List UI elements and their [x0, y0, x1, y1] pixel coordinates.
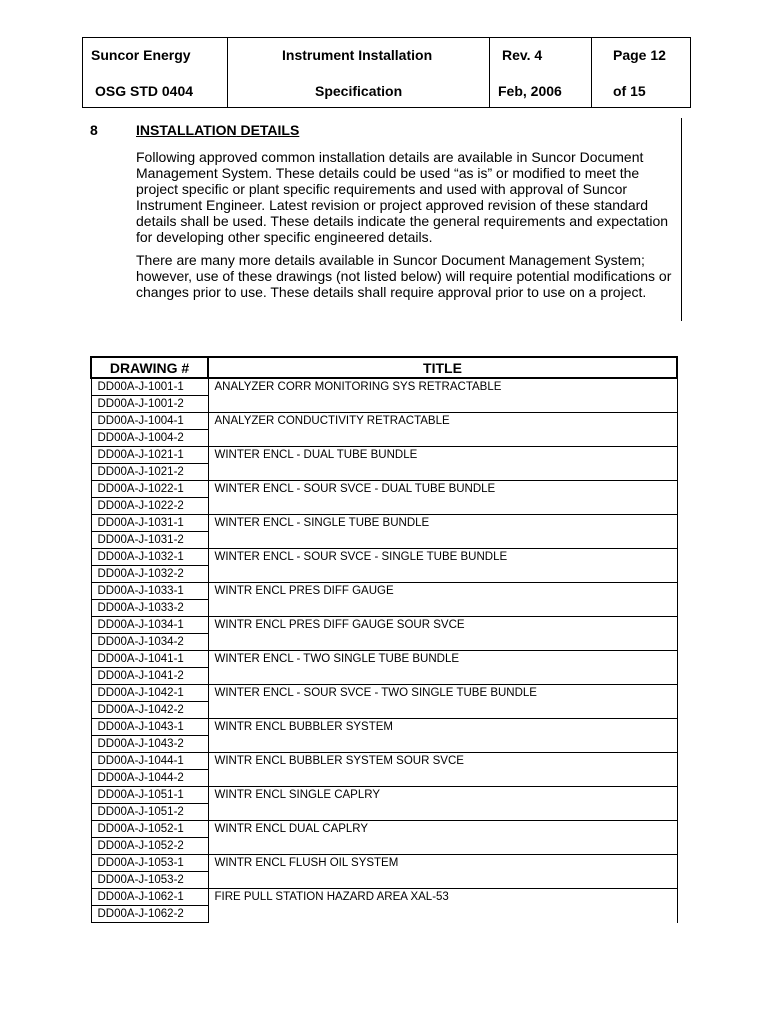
drawing-title-continued	[208, 498, 677, 515]
drawing-number: DD00A-J-1041-2	[91, 668, 208, 685]
table-row	[91, 396, 677, 413]
table-row	[91, 906, 677, 923]
table-row	[91, 600, 677, 617]
drawing-number: DD00A-J-1043-1	[91, 719, 208, 736]
page-number: Page 12	[613, 47, 666, 63]
table-row	[91, 736, 677, 753]
column-header-title: TITLE	[208, 357, 677, 378]
drawing-number: DD00A-J-1052-2	[91, 838, 208, 855]
drawing-number: DD00A-J-1021-2	[91, 464, 208, 481]
drawing-title-continued	[208, 872, 677, 889]
drawing-title: WINTER ENCL - TWO SINGLE TUBE BUNDLE	[208, 651, 677, 668]
table-row	[91, 872, 677, 889]
table-row	[91, 481, 677, 498]
section-number: 8	[90, 122, 98, 138]
document-title-line2: Specification	[315, 83, 403, 99]
table-row	[91, 753, 677, 770]
drawing-title-continued	[208, 532, 677, 549]
drawing-number: DD00A-J-1022-1	[91, 481, 208, 498]
drawing-title: WINTER ENCL - DUAL TUBE BUNDLE	[208, 447, 677, 464]
paragraph-2: There are many more details available in Suncor Document Management System; however, use of these drawings (not listed below) will require potential modifications or changes prior to use. These details shall require approval prior to use on a project.	[136, 252, 672, 301]
page-total: of 15	[613, 83, 646, 99]
table-row	[91, 804, 677, 821]
table-row	[91, 532, 677, 549]
drawing-title: WINTER ENCL - SOUR SVCE - DUAL TUBE BUNDLE	[208, 481, 677, 498]
drawing-number: DD00A-J-1041-1	[91, 651, 208, 668]
drawing-title: WINTR ENCL PRES DIFF GAUGE SOUR SVCE	[208, 617, 677, 634]
document-title-line1: Instrument Installation	[282, 47, 433, 63]
column-header-drawing: DRAWING #	[91, 357, 208, 378]
drawing-number: DD00A-J-1033-2	[91, 600, 208, 617]
drawing-title-continued	[208, 906, 677, 923]
section-title-part2: DETAILS	[240, 122, 300, 138]
drawing-title-continued	[208, 770, 677, 787]
drawings-table-body	[91, 378, 677, 923]
table-row	[91, 617, 677, 634]
drawings-table	[90, 356, 678, 923]
table-row	[91, 889, 677, 906]
drawing-number: DD00A-J-1032-2	[91, 566, 208, 583]
drawing-number: DD00A-J-1052-1	[91, 821, 208, 838]
table-row	[91, 634, 677, 651]
drawing-title-continued	[208, 566, 677, 583]
paragraph-1: Following approved common installation details are available in Suncor Document Management System. These details could be used “as is” or modified to meet the project specific or plant specific requirements and used with approval of Suncor Instrument Engineer. Latest revision or project approved revision of these standard details shall be used. These details indicate the general requirements and expectation for developing other specific engineered details.	[136, 149, 669, 246]
drawing-title-continued	[208, 430, 677, 447]
drawing-number: DD00A-J-1051-2	[91, 804, 208, 821]
drawing-title-continued	[208, 464, 677, 481]
revision-date: Feb, 2006	[498, 83, 562, 99]
table-row	[91, 855, 677, 872]
drawing-number: DD00A-J-1031-2	[91, 532, 208, 549]
table-row	[91, 566, 677, 583]
drawing-number: DD00A-J-1021-1	[91, 447, 208, 464]
table-row	[91, 413, 677, 430]
drawing-title: WINTER ENCL - SOUR SVCE - SINGLE TUBE BUNDLE	[208, 549, 677, 566]
drawing-number: DD00A-J-1042-2	[91, 702, 208, 719]
change-bar	[681, 118, 682, 321]
document-id: OSG STD 0404	[95, 83, 194, 99]
table-row	[91, 668, 677, 685]
section-title	[136, 122, 299, 138]
drawing-title-continued	[208, 396, 677, 413]
drawing-number: DD00A-J-1053-1	[91, 855, 208, 872]
drawing-number: DD00A-J-1001-2	[91, 396, 208, 413]
table-row	[91, 651, 677, 668]
drawing-number: DD00A-J-1031-1	[91, 515, 208, 532]
drawing-number: DD00A-J-1033-1	[91, 583, 208, 600]
table-row	[91, 719, 677, 736]
drawing-title: WINTR ENCL PRES DIFF GAUGE	[208, 583, 677, 600]
drawing-number: DD00A-J-1001-1	[91, 378, 208, 396]
drawing-number: DD00A-J-1062-2	[91, 906, 208, 923]
drawing-number: DD00A-J-1004-2	[91, 430, 208, 447]
table-row	[91, 498, 677, 515]
company-name: Suncor Energy	[91, 47, 191, 63]
drawing-title-continued	[208, 634, 677, 651]
drawing-title: WINTR ENCL DUAL CAPLRY	[208, 821, 677, 838]
drawing-title: WINTR ENCL SINGLE CAPLRY	[208, 787, 677, 804]
table-row	[91, 430, 677, 447]
drawing-title-continued	[208, 804, 677, 821]
drawing-number: DD00A-J-1062-1	[91, 889, 208, 906]
table-row	[91, 685, 677, 702]
drawing-title-continued	[208, 600, 677, 617]
table-row	[91, 787, 677, 804]
drawing-number: DD00A-J-1022-2	[91, 498, 208, 515]
drawing-title: WINTER ENCL - SINGLE TUBE BUNDLE	[208, 515, 677, 532]
drawing-title-continued	[208, 736, 677, 753]
section-title-part1: INSTALLATION	[136, 122, 237, 138]
drawing-number: DD00A-J-1034-1	[91, 617, 208, 634]
drawing-title: WINTR ENCL BUBBLER SYSTEM SOUR SVCE	[208, 753, 677, 770]
drawing-title-continued	[208, 702, 677, 719]
drawing-number: DD00A-J-1044-1	[91, 753, 208, 770]
table-row	[91, 447, 677, 464]
table-row	[91, 378, 677, 396]
table-row	[91, 515, 677, 532]
table-row	[91, 770, 677, 787]
drawing-number: DD00A-J-1042-1	[91, 685, 208, 702]
table-row	[91, 583, 677, 600]
table-row	[91, 838, 677, 855]
table-row	[91, 464, 677, 481]
table-row	[91, 702, 677, 719]
document-header	[82, 37, 691, 108]
drawing-number: DD00A-J-1043-2	[91, 736, 208, 753]
drawing-title: ANALYZER CONDUCTIVITY RETRACTABLE	[208, 413, 677, 430]
drawing-number: DD00A-J-1051-1	[91, 787, 208, 804]
table-row	[91, 821, 677, 838]
drawing-number: DD00A-J-1034-2	[91, 634, 208, 651]
drawing-number: DD00A-J-1044-2	[91, 770, 208, 787]
drawing-title: WINTR ENCL FLUSH OIL SYSTEM	[208, 855, 677, 872]
drawing-title: ANALYZER CORR MONITORING SYS RETRACTABLE	[208, 378, 677, 396]
revision: Rev. 4	[502, 47, 543, 63]
drawing-title-continued	[208, 838, 677, 855]
drawing-number: DD00A-J-1032-1	[91, 549, 208, 566]
drawing-number: DD00A-J-1053-2	[91, 872, 208, 889]
drawing-title: WINTER ENCL - SOUR SVCE - TWO SINGLE TUBE BUNDLE	[208, 685, 677, 702]
drawing-number: DD00A-J-1004-1	[91, 413, 208, 430]
table-row	[91, 549, 677, 566]
drawing-title: WINTR ENCL BUBBLER SYSTEM	[208, 719, 677, 736]
drawing-title-continued	[208, 668, 677, 685]
drawing-title: FIRE PULL STATION HAZARD AREA XAL-53	[208, 889, 677, 906]
